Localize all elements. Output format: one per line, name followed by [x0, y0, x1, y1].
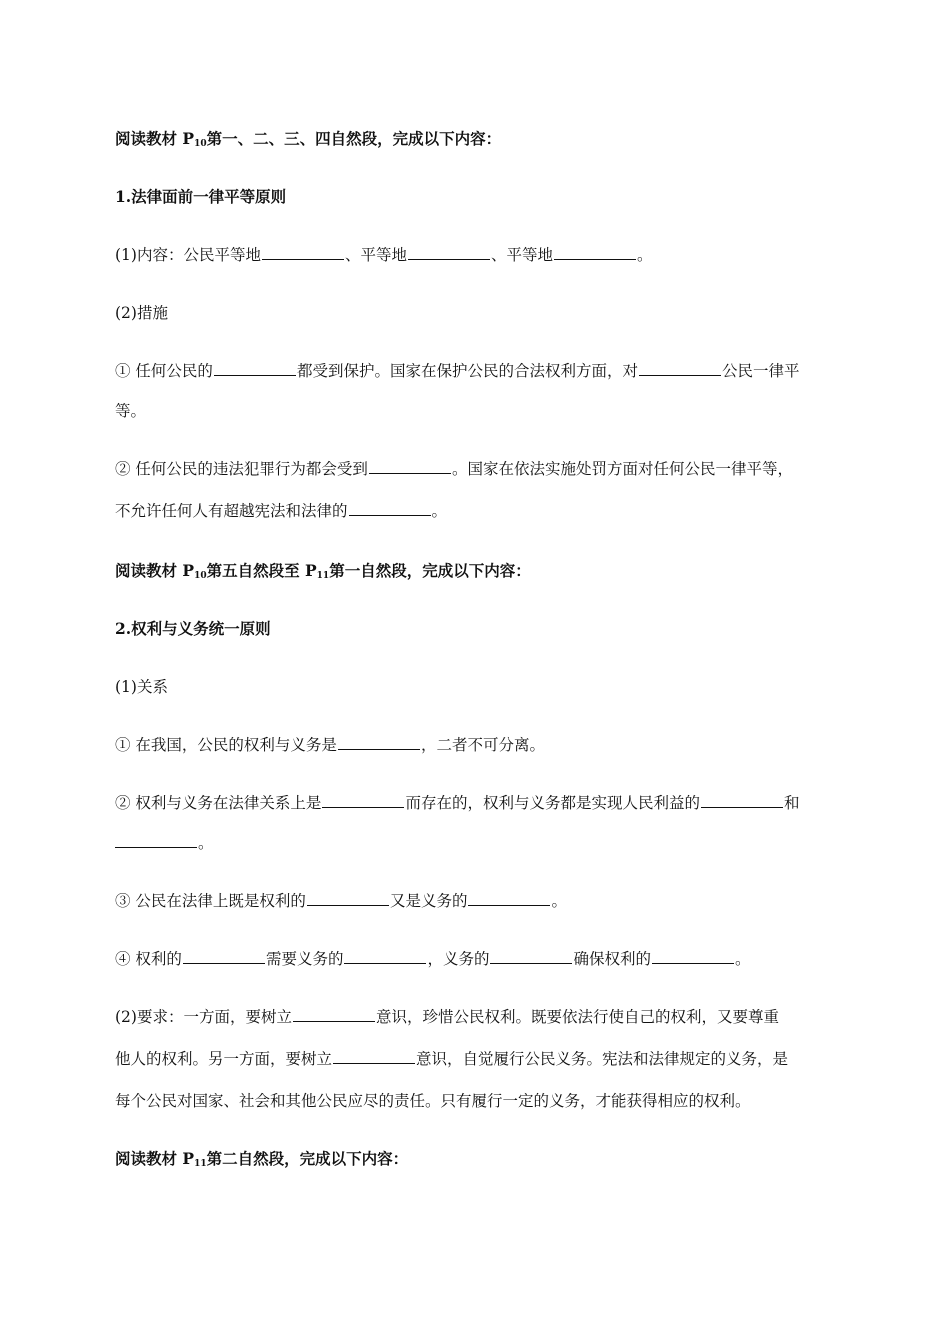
fill-blank[interactable] [293, 1006, 375, 1022]
fill-blank[interactable] [490, 948, 572, 964]
fill-blank[interactable] [701, 792, 783, 808]
instruction-text: 第一、二、三、四自然段，完成以下内容： [206, 129, 502, 148]
s2-relation-2 [115, 792, 840, 814]
instruction-text: 阅读教材 P [115, 129, 195, 148]
fill-blank[interactable] [115, 832, 197, 848]
text: ② 权利与义务在法律关系上是 [115, 794, 322, 812]
section-2-title: 2.权利与义务统一原则 [115, 619, 271, 638]
text: 、平等地 [344, 246, 407, 264]
instruction-text: 阅读教材 P [115, 1149, 195, 1168]
text: 和 [783, 794, 800, 812]
s1-measure-1 [115, 360, 840, 382]
page-subscript: 10 [194, 571, 207, 581]
text: 。国家在依法实施处罚方面对任何公民一律平等， [451, 460, 793, 478]
fill-blank[interactable] [344, 948, 426, 964]
fill-blank[interactable] [307, 890, 389, 906]
fill-blank[interactable] [369, 458, 451, 474]
reading-instruction-2 [115, 560, 840, 587]
fill-blank[interactable] [639, 360, 721, 376]
text: 而存在的，权利与义务都是实现人民利益的 [405, 794, 700, 812]
section-1-title: 1.法律面前一律平等原则 [115, 187, 287, 206]
reading-instruction-3 [115, 1148, 840, 1175]
text: 需要义务的 [265, 950, 344, 968]
text: 他人的权利。另一方面，要树立 [115, 1050, 333, 1068]
text: 。 [198, 834, 214, 852]
s2-relation-3 [115, 890, 840, 912]
s2-relation-1 [115, 734, 840, 756]
text: 确保权利的 [573, 950, 651, 968]
page-subscript: 11 [316, 571, 330, 581]
s2-requirement-line-1 [115, 1006, 840, 1028]
fill-blank[interactable] [333, 1048, 415, 1064]
text: 意识，珍惜公民权利。既要依法行使自己的权利，又要尊重 [375, 1008, 779, 1026]
fill-blank[interactable] [262, 244, 344, 260]
text: 、平等地 [490, 246, 553, 264]
text: ，义务的 [427, 950, 490, 968]
instruction-text: 第五自然段至 P [206, 561, 317, 580]
text: 又是义务的 [389, 892, 468, 910]
s1-measure-2 [115, 458, 840, 480]
s2-relation-2-cont [115, 832, 840, 854]
s1-measures-heading: (2)措施 [115, 304, 168, 322]
text: ，二者不可分离。 [420, 736, 545, 754]
instruction-text: 阅读教材 P [115, 561, 195, 580]
s2-requirement-line-3: 每个公民对国家、社会和其他公民应尽的责任。只有履行一定的义务，才能获得相应的权利。 [115, 1092, 751, 1110]
fill-blank[interactable] [408, 244, 490, 260]
fill-blank[interactable] [652, 948, 734, 964]
fill-blank[interactable] [338, 734, 420, 750]
fill-blank[interactable] [468, 890, 550, 906]
text: (1)内容：公民平等地 [115, 246, 261, 264]
text: 不允许任何人有超越宪法和法律的 [115, 502, 348, 520]
s2-relation-heading: (1)关系 [115, 678, 168, 696]
text: 。 [431, 502, 448, 520]
text: (2)要求：一方面，要树立 [115, 1008, 292, 1026]
page-subscript: 10 [194, 139, 207, 149]
text: 都受到保护。国家在保护公民的合法权利方面，对 [296, 362, 638, 380]
fill-blank[interactable] [214, 360, 296, 376]
reading-instruction-1 [115, 128, 840, 155]
text: ① 任何公民的 [115, 362, 213, 380]
fill-blank[interactable] [349, 500, 431, 516]
text: 公民一律平 [721, 362, 800, 380]
text: ① 在我国，公民的权利与义务是 [115, 736, 337, 754]
s2-requirement-line-2 [115, 1048, 840, 1070]
text: 。 [637, 246, 653, 264]
s1-measure-2-cont [115, 500, 840, 522]
text: ② 任何公民的违法犯罪行为都会受到 [115, 460, 368, 478]
s2-relation-4 [115, 948, 840, 970]
text: ④ 权利的 [115, 950, 182, 968]
page-subscript: 11 [194, 1159, 207, 1169]
text: 意识，自觉履行公民义务。宪法和法律规定的义务，是 [416, 1050, 789, 1068]
text: 。 [551, 892, 567, 910]
text: 。 [734, 950, 751, 968]
s1-measure-1-cont: 等。 [115, 402, 147, 420]
fill-blank[interactable] [183, 948, 265, 964]
text: ③ 公民在法律上既是权利的 [115, 892, 306, 910]
instruction-text: 第二自然段，完成以下内容： [206, 1149, 409, 1168]
s1-content-line [115, 244, 840, 266]
instruction-text: 第一自然段，完成以下内容： [329, 561, 531, 580]
fill-blank[interactable] [554, 244, 636, 260]
fill-blank[interactable] [322, 792, 404, 808]
